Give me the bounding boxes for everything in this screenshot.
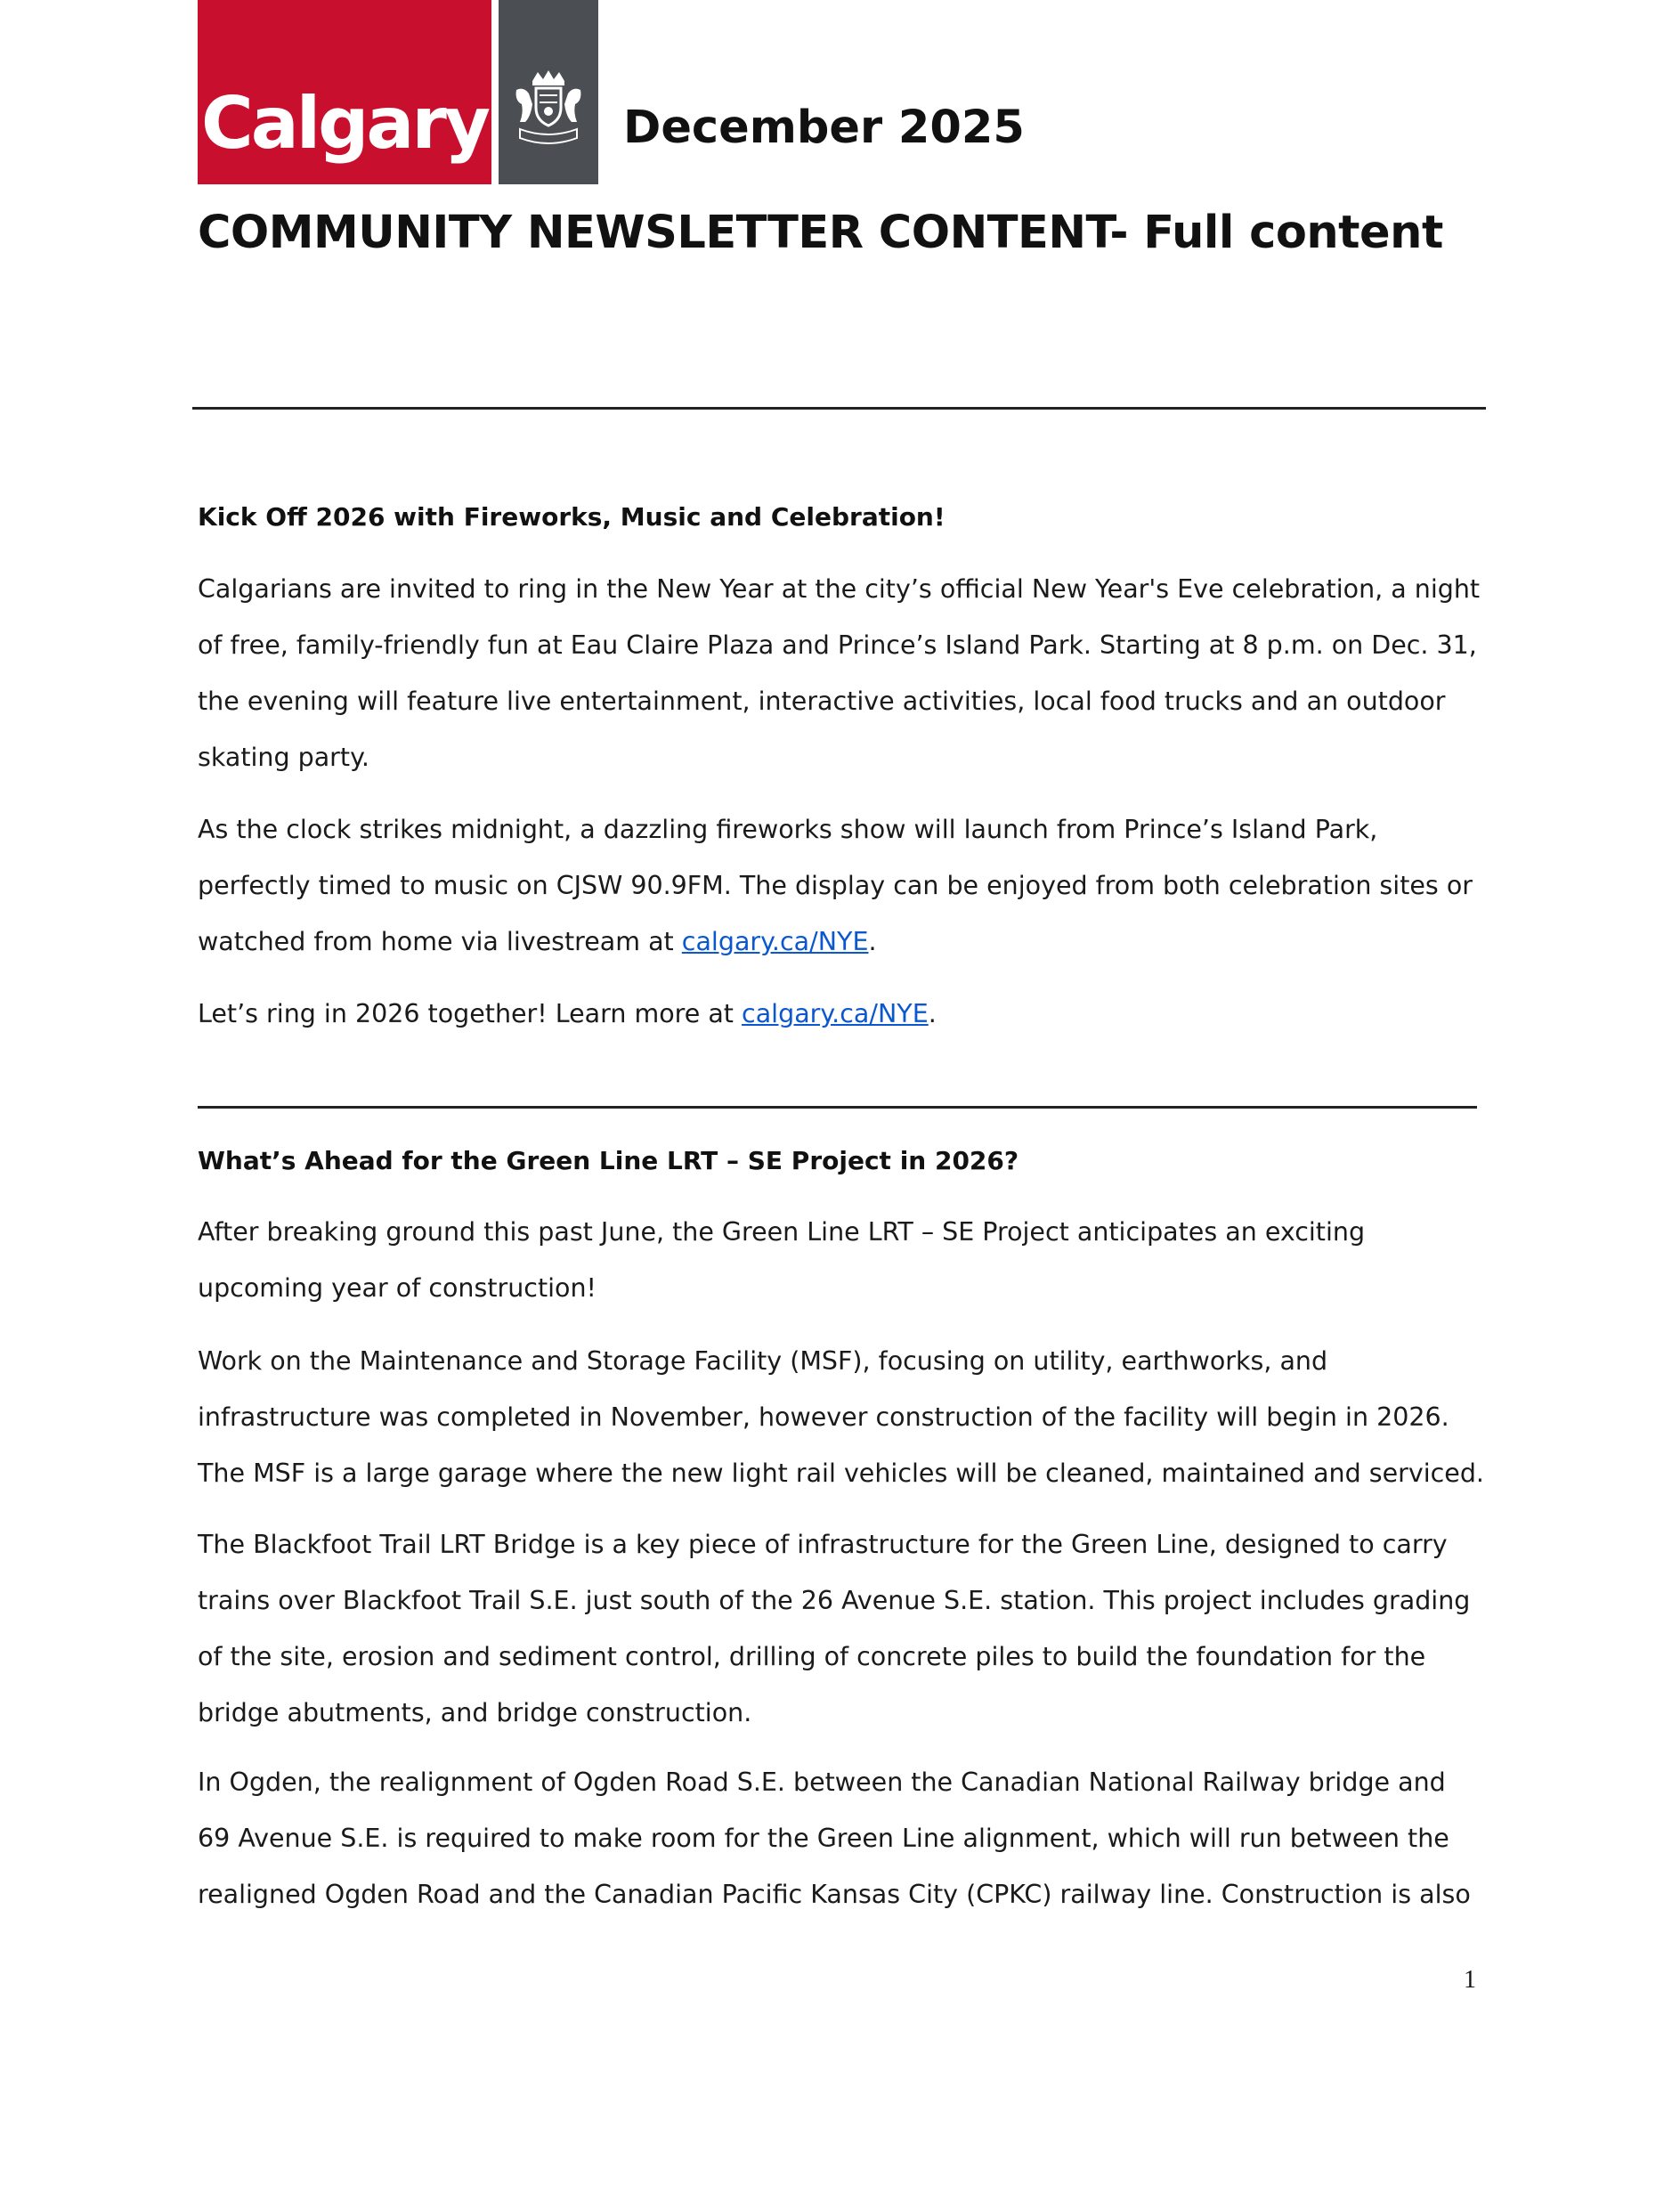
paragraph: In Ogden, the realignment of Ogden Road S.E. between the Canadian National Railway bridge and 69 Avenue S.E. is required to make room for the Green Line alignment, which will run between the realigned Ogden Road and the Canadian Pacific Kansas City (CPKC) railway line. Construction is also [198, 1767, 1471, 1909]
nye-link[interactable]: calgary.ca/NYE [681, 927, 869, 956]
paragraph: Work on the Maintenance and Storage Facility (MSF), focusing on utility, earthworks, and infrastructure was completed in November, however construction of the facility will begin in 2026. The MSF is a large garage where the new light rail vehicles will be cleaned, maintained and serviced. [198, 1346, 1484, 1488]
paragraph: The Blackfoot Trail LRT Bridge is a key piece of infrastructure for the Green Line, designed to carry trains over Blackfoot Trail S.E. just south of the 26 Avenue S.E. station. This project includes grading of the site, erosion and sediment control, drilling of concrete piles to build the foundation for the bridge abutments, and bridge construction. [198, 1530, 1471, 1727]
city-of-calgary-logo [198, 0, 598, 184]
paragraph: As the clock strikes midnight, a dazzling fireworks show will launch from Prince’s Island Park, perfectly timed to music on CJSW 90.9FM. The display can be enjoyed from both celebration sites or watched from home via livestream at calgary.ca/NYE. [198, 815, 1473, 956]
page-title: COMMUNITY NEWSLETTER CONTENT- Full content [198, 207, 1443, 259]
logo-wordmark-panel [198, 0, 491, 184]
section-divider [198, 1106, 1477, 1109]
paragraph: After breaking ground this past June, the Green Line LRT – SE Project anticipates an exciting upcoming year of construction! [198, 1217, 1366, 1303]
calgary-crest-icon [506, 69, 591, 149]
nye-link[interactable]: calgary.ca/NYE [742, 999, 929, 1028]
section-heading-nye: Kick Off 2026 with Fireworks, Music and Celebration! [198, 502, 946, 532]
page-number: 1 [1464, 1966, 1476, 1994]
newsletter-month: December 2025 [623, 102, 1025, 154]
section-divider [192, 407, 1486, 410]
paragraph: Let’s ring in 2026 together! Learn more at calgary.ca/NYE. [198, 999, 937, 1028]
paragraph: Calgarians are invited to ring in the New Year at the city’s official New Year's Eve celebration, a night of free, family-friendly fun at Eau Claire Plaza and Prince’s Island Park. Starting at 8 p.m. on Dec. 31, the evening will feature live entertainment, interactive activities, local food trucks and an outdoor skating party. [198, 574, 1481, 772]
logo-wordmark: Calgary [201, 82, 488, 165]
logo-crest-panel [499, 0, 598, 184]
section-heading-green-line: What’s Ahead for the Green Line LRT – SE Project in 2026? [198, 1146, 1019, 1175]
